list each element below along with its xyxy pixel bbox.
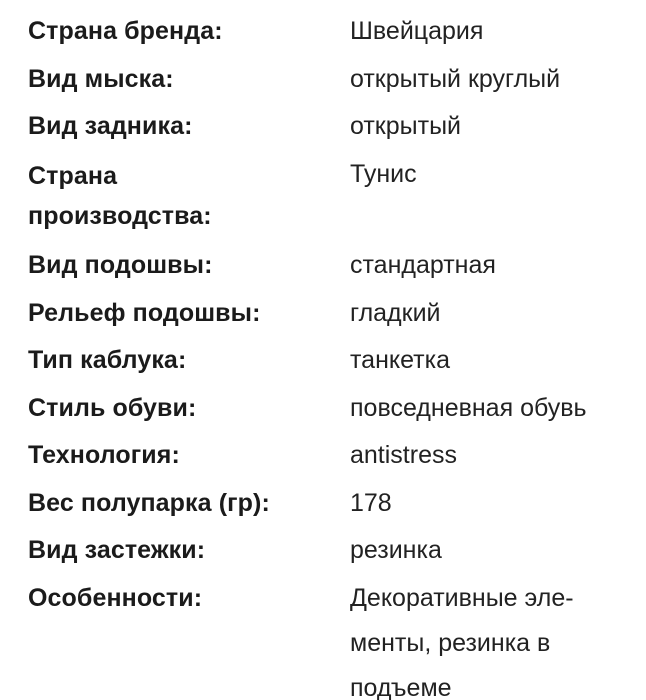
spec-value: открытый круглый: [350, 64, 561, 93]
spec-row-technology: [28, 437, 638, 473]
spec-label: Вид мыска:: [28, 64, 174, 93]
spec-value: резинка: [350, 536, 442, 564]
spec-label: Страна бренда:: [28, 17, 223, 45]
spec-row-production-country: [28, 156, 638, 236]
spec-value: Швейцария: [350, 17, 484, 45]
spec-row-sole-type: [28, 247, 638, 283]
spec-label: Особенности:: [28, 583, 203, 612]
spec-value: 178: [350, 488, 392, 517]
spec-label: Страна производства:: [28, 161, 212, 230]
spec-row-heel-back-type: [28, 108, 638, 144]
spec-label: Технология:: [28, 441, 180, 469]
product-specs-list: [28, 13, 638, 700]
spec-value: Тунис: [350, 159, 417, 188]
spec-value: стандартная: [350, 251, 496, 279]
spec-row-shoe-style: [28, 390, 638, 426]
spec-label: Рельеф подошвы:: [28, 298, 261, 327]
spec-value: antistress: [350, 441, 457, 469]
spec-value: Декоративные эле-менты, резинка в подъеме: [350, 583, 574, 700]
spec-row-features: [28, 580, 638, 700]
spec-value: повседневная обувь: [350, 393, 587, 422]
spec-label: Тип каблука:: [28, 346, 187, 374]
spec-label: Вес полупарка (гр):: [28, 488, 270, 517]
spec-value: гладкий: [350, 298, 441, 327]
spec-label: Вид застежки:: [28, 536, 206, 564]
spec-row-fastener-type: [28, 532, 638, 568]
spec-value: танкетка: [350, 346, 451, 374]
spec-row-sole-relief: [28, 295, 638, 331]
spec-label: Вид задника:: [28, 112, 193, 140]
spec-label: Вид подошвы:: [28, 251, 213, 279]
spec-row-brand-country: [28, 13, 638, 49]
spec-value: открытый: [350, 112, 461, 140]
spec-row-half-pair-weight: [28, 485, 638, 521]
spec-row-toe-type: [28, 61, 638, 97]
spec-label: Стиль обуви:: [28, 393, 197, 422]
spec-row-heel-type: [28, 342, 638, 378]
